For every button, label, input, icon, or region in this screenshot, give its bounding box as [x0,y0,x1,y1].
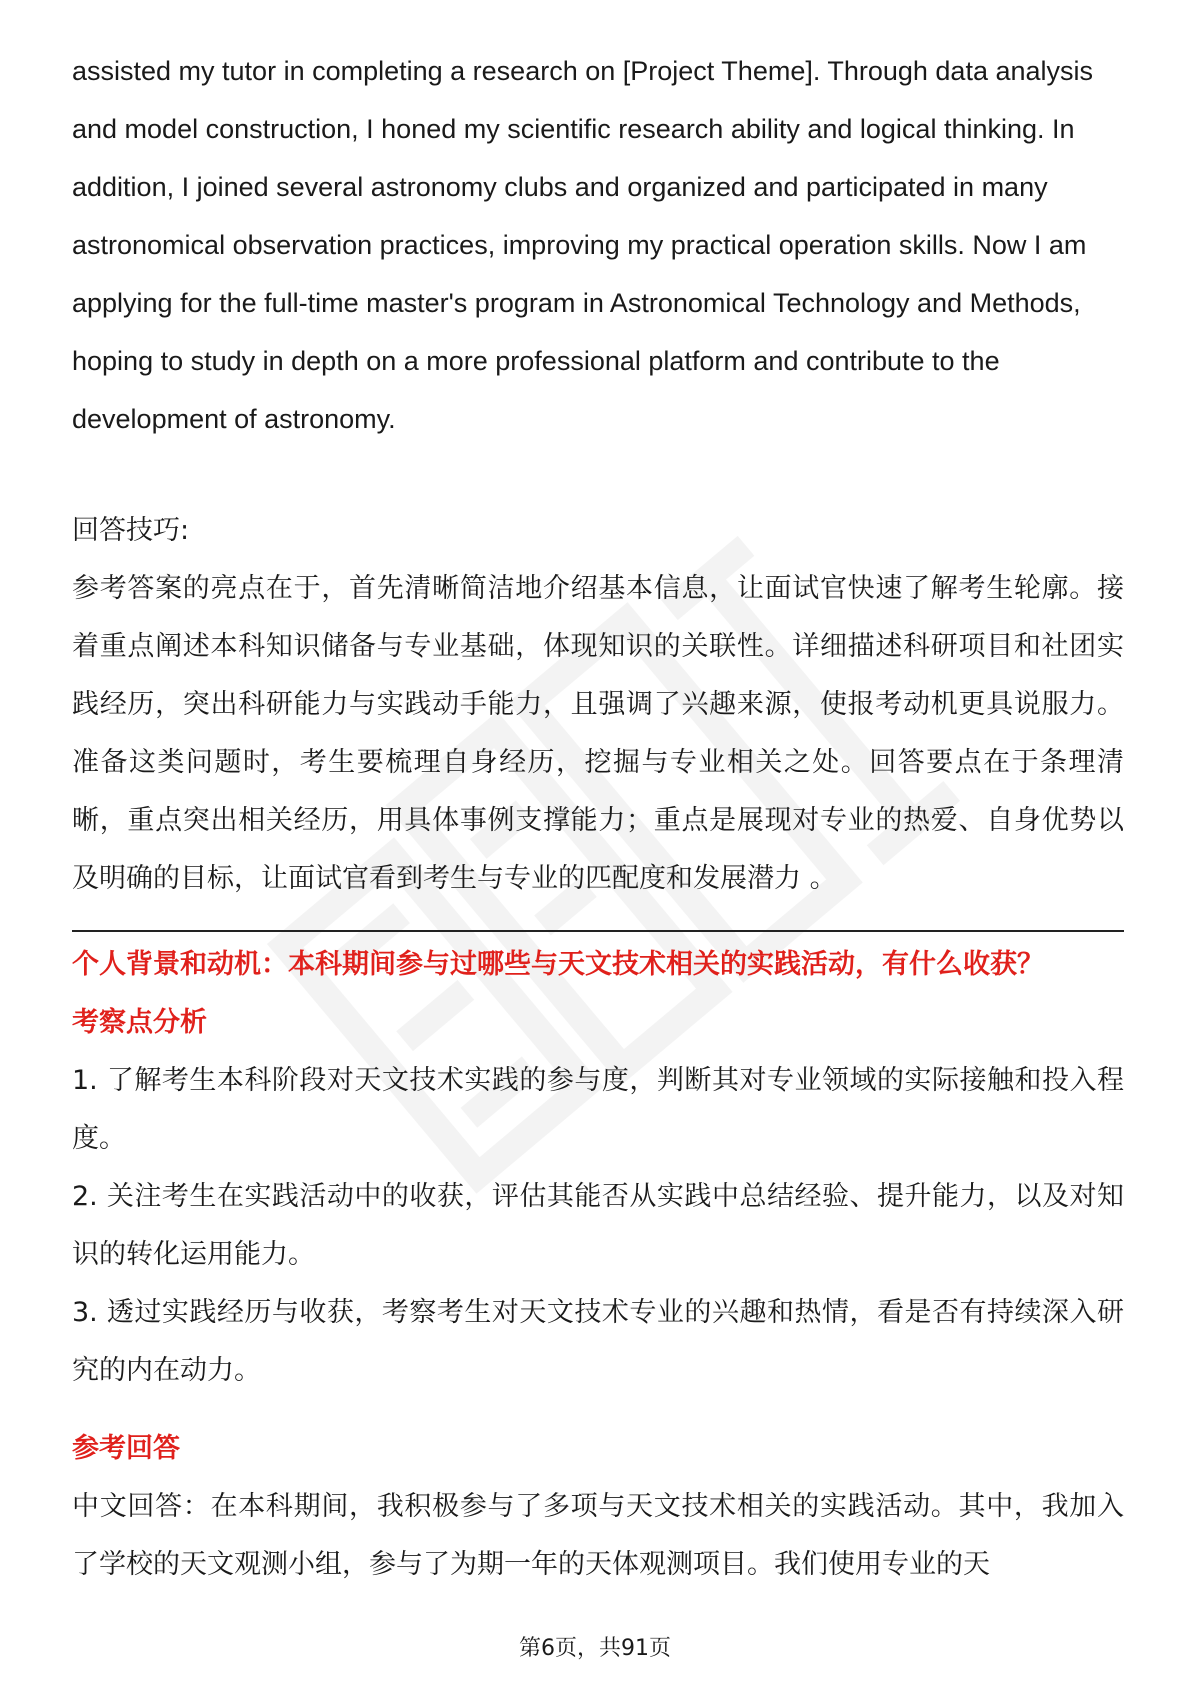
question-title: 个人背景和动机：本科期间参与过哪些与天文技术相关的实践活动，有什么收获？ [72,949,1044,980]
tips-body: 参考答案的亮点在于，首先清晰简洁地介绍基本信息，让面试官快速了解考生轮廓。接着重点阐述本科知识储备与专业基础，体现知识的关联性。详细描述科研项目和社团实践经历，突出科研能力与实践动手能力，且强调了兴趣来源，使报考动机更具说服力。准备这类问题时，考生要梳理自身经历，挖掘与专业相关之处。回答要点在于条理清晰，重点突出相关经历，用具体事例支撑能力；重点是展现对专业的热爱、自身优势以及明确的目标，让面试官看到考生与专业的匹配度和发展潜力 。 [72,573,1124,894]
english-paragraph: assisted my tutor in completing a research on [Project Theme]. Through data analysis and model construction, I honed my scientific research ability and logical thinking. In addition, I joined several astronomy clubs and organized and participated in many astronomical observation practices, improving my practical operation skills. Now I am applying for the full-time master's program in Astronomical Technology and Methods, hoping to study in depth on a more professional platform and contribute to the development of astronomy. [72,56,1094,434]
document-body [72,42,1124,1594]
page-number-footer: 第6页，共91页 [519,1636,671,1661]
analysis-point-2: 2. 关注考生在实践活动中的收获，评估其能否从实践中总结经验、提升能力，以及对知识的转化运用能力。 [72,1181,1124,1270]
analysis-point-1: 1. 了解考生本科阶段对天文技术实践的参与度，判断其对专业领域的实际接触和投入程度。 [72,1065,1124,1154]
answer-heading: 参考回答 [72,1433,180,1464]
analysis-heading: 考察点分析 [72,1007,207,1038]
answer-body: 中文回答：在本科期间，我积极参与了多项与天文技术相关的实践活动。其中，我加入了学校的天文观测小组，参与了为期一年的天体观测项目。我们使用专业的天 [72,1491,1124,1580]
analysis-point-3: 3. 透过实践经历与收获，考察考生对天文技术专业的兴趣和热情，看是否有持续深入研究的内在动力。 [72,1297,1124,1386]
tips-label: 回答技巧: [72,515,190,546]
section-divider [72,930,1124,932]
